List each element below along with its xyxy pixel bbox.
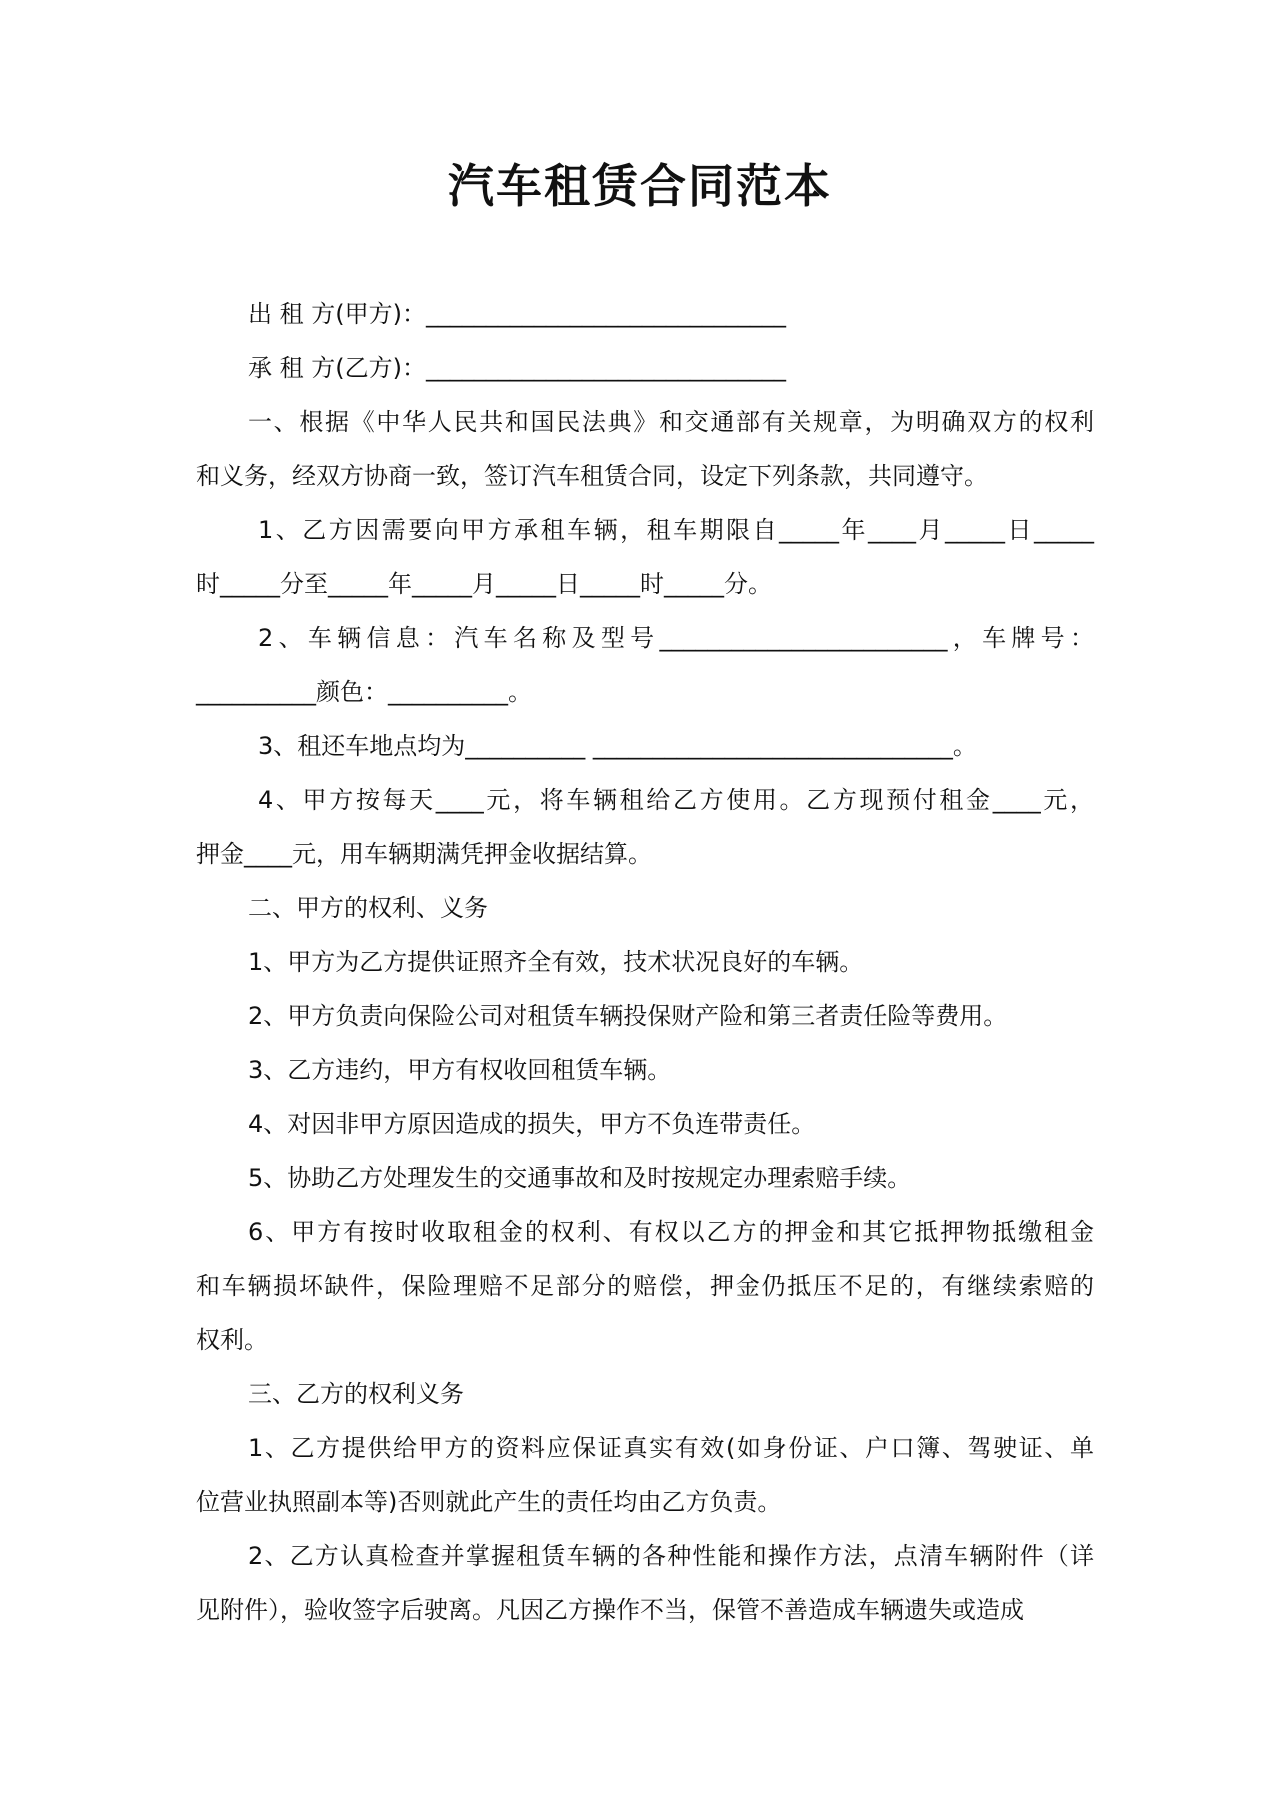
paragraph-line: 出 租 方(甲方)：______________________________ [248, 300, 786, 328]
paragraph-line: 6、甲方有按时收取租金的权利、有权以乙方的押金和其它抵押物抵缴租金 [248, 1218, 1094, 1246]
paragraph-line: 和车辆损坏缺件，保险理赔不足部分的赔偿，押金仍抵压不足的，有继续索赔的 [196, 1272, 1094, 1300]
paragraph [196, 287, 1094, 341]
paragraph-line: 1、乙方因需要向甲方承租车辆，租车期限自_____年____月_____日_____ [258, 516, 1094, 544]
paragraph-line: 三、乙方的权利义务 [248, 1380, 464, 1408]
document-body [196, 287, 1094, 1637]
paragraph-line: 押金____元，用车辆期满凭押金收据结算。 [196, 840, 652, 868]
paragraph [196, 341, 1094, 395]
paragraph [196, 989, 1094, 1043]
paragraph-line: 5、协助乙方处理发生的交通事故和及时按规定办理索赔手续。 [248, 1164, 912, 1192]
paragraph-line: 1、乙方提供给甲方的资料应保证真实有效(如身份证、户口簿、驾驶证、单 [248, 1434, 1094, 1462]
paragraph-line: 1、甲方为乙方提供证照齐全有效，技术状况良好的车辆。 [248, 948, 864, 976]
paragraph-line: 3、乙方违约，甲方有权收回租赁车辆。 [248, 1056, 672, 1084]
paragraph-line: 权利。 [196, 1326, 268, 1354]
paragraph [196, 1097, 1094, 1151]
paragraph-line: 见附件），验收签字后驶离。凡因乙方操作不当，保管不善造成车辆遗失或造成 [196, 1596, 1024, 1624]
paragraph [196, 935, 1094, 989]
paragraph [196, 881, 1094, 935]
paragraph-line: 2、甲方负责向保险公司对租赁车辆投保财产险和第三者责任险等费用。 [248, 1002, 1008, 1030]
document-title: 汽车租赁合同范本 [448, 159, 832, 213]
paragraph-line: 2、车辆信息：汽车名称及型号________________________，车牌号： [258, 624, 1094, 652]
paragraph [196, 719, 1094, 773]
paragraph [196, 1151, 1094, 1205]
paragraph-line: 位营业执照副本等)否则就此产生的责任均由乙方负责。 [196, 1488, 782, 1516]
paragraph-line: 二、甲方的权利、义务 [248, 894, 488, 922]
paragraph [196, 1367, 1094, 1421]
paragraph-line: 一、根据《中华人民共和国民法典》和交通部有关规章，为明确双方的权利 [248, 408, 1094, 436]
paragraph [196, 1043, 1094, 1097]
paragraph-line: 承 租 方(乙方)：______________________________ [248, 354, 786, 382]
paragraph [196, 1529, 1094, 1637]
paragraph [196, 395, 1094, 503]
paragraph [196, 773, 1094, 881]
paragraph-line: 4、对因非甲方原因造成的损失，甲方不负连带责任。 [248, 1110, 816, 1138]
paragraph-line: 和义务，经双方协商一致，签订汽车租赁合同，设定下列条款，共同遵守。 [196, 462, 988, 490]
paragraph [196, 1205, 1094, 1367]
paragraph-line: 时_____分至_____年_____月_____日_____时_____分。 [196, 570, 772, 598]
paragraph [196, 503, 1094, 611]
paragraph-line: __________颜色：__________。 [196, 678, 532, 706]
paragraph-line: 4、甲方按每天____元，将车辆租给乙方使用。乙方现预付租金____元， [258, 786, 1094, 814]
paragraph [196, 1421, 1094, 1529]
paragraph-line: 3、租还车地点均为__________ ______________________________。 [258, 732, 977, 760]
paragraph [196, 611, 1094, 719]
paragraph-line: 2、乙方认真检查并掌握租赁车辆的各种性能和操作方法，点清车辆附件（详 [248, 1542, 1094, 1570]
